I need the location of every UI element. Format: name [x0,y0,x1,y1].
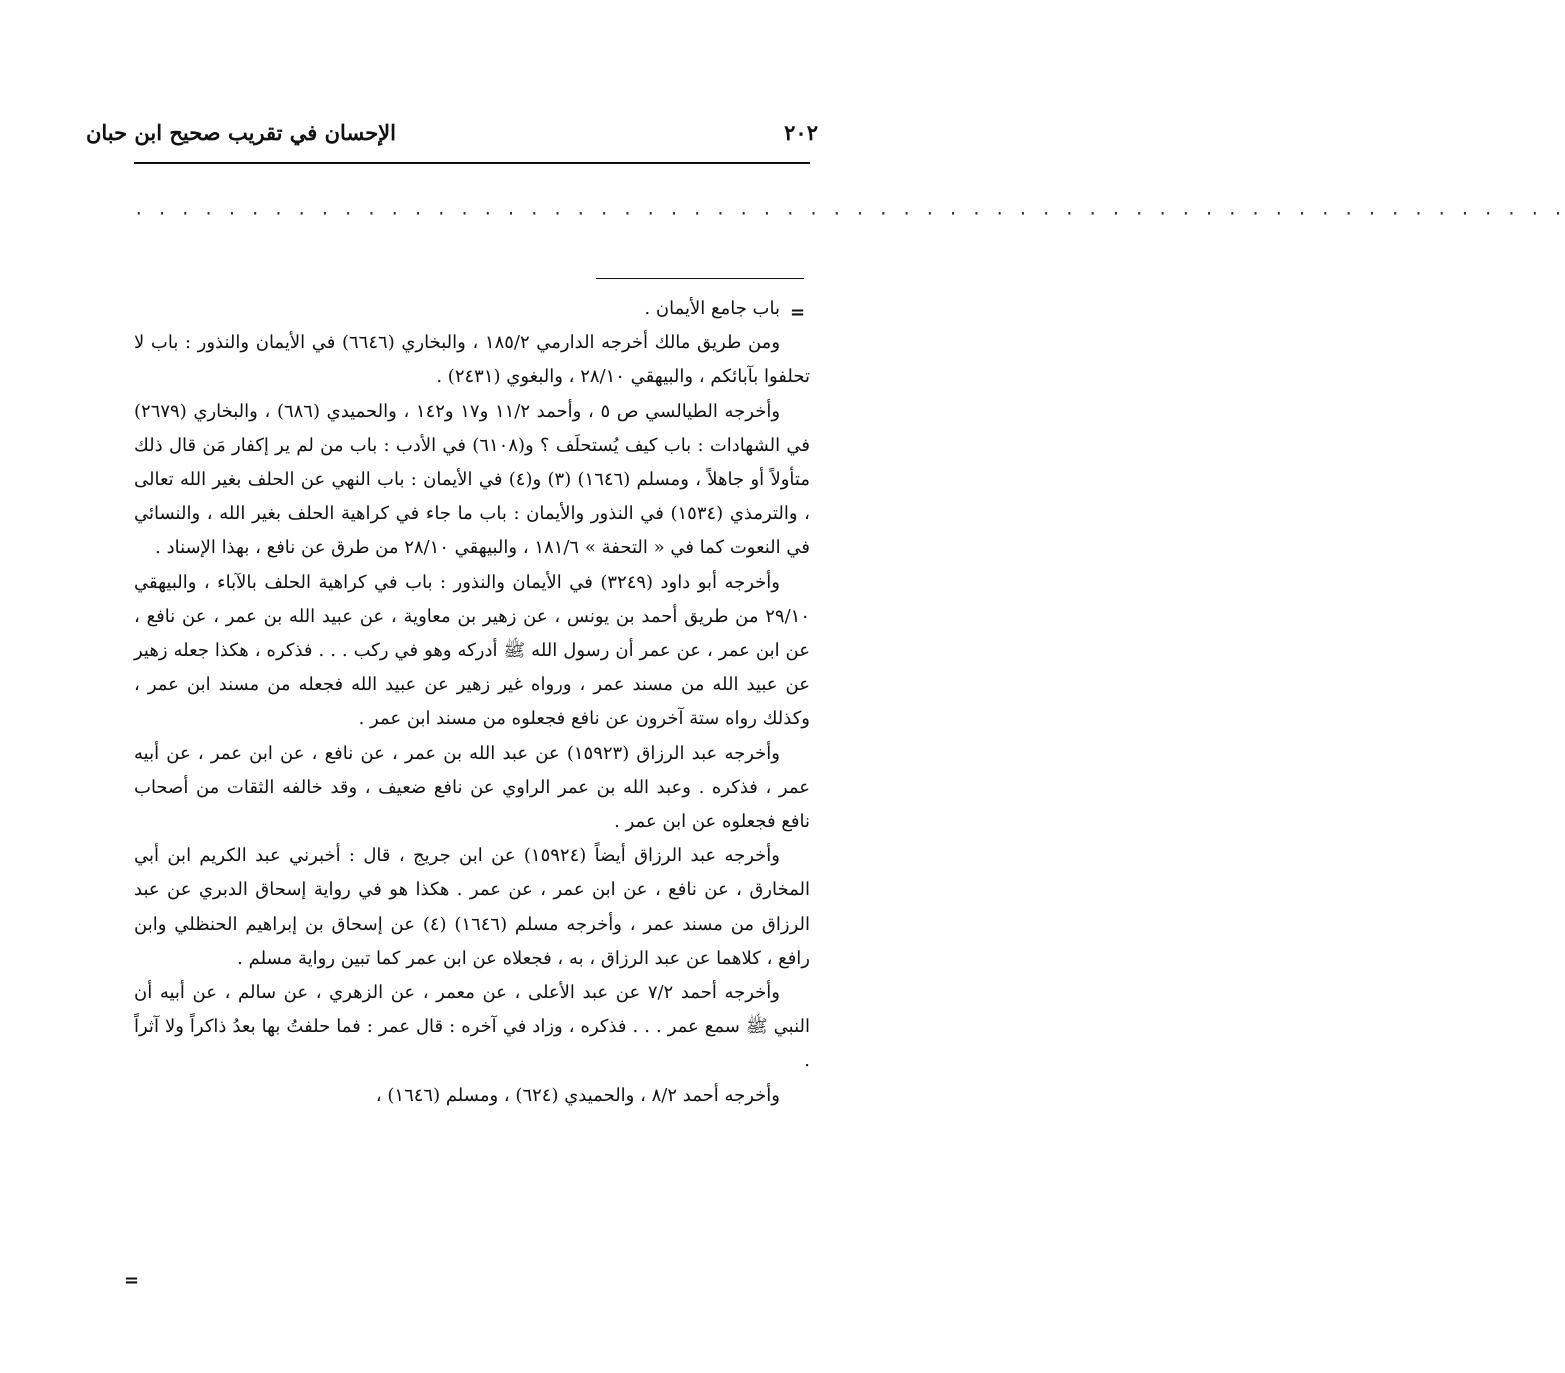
footnote-paragraph: وأخرجه الطيالسي ص ٥ ، وأحمد ١١/٢ و١٧ و١٤٢ ، والحميدي (٦٨٦) ، والبخاري (٢٦٧٩) في الشهادات : باب كيف يُستحلَف ؟ و(٦١٠٨) في الأدب : باب من لم ير إكفار مَن قال ذلك متأولاً أو جاهلاً ، ومسلم (١٦٤٦) (٣) و(٤) في الأيمان : باب النهي عن الحلف بغير الله تعالى ، والترمذي (١٥٣٤) في النذور والأيمان : باب ما جاء في كراهية الحلف بغير الله ، والنسائي في النعوت كما في « التحفة » ١٨١/٦ ، والبيهقي ٢٨/١٠ من طرق عن نافع ، بهذا الإسناد . [134,400,811,559]
running-header-title: الإحسان في تقريب صحيح ابن حبان [85,120,396,145]
footnote-paragraph: وأخرجه عبد الرزاق (١٥٩٢٣) عن عبد الله بن عمر ، عن نافع ، عن ابن عمر ، عن أبيه عمر ، فذكره . وعبد الله بن عمر الراوي عن نافع ضعيف ، وقد خالفه الثقات من أصحاب نافع فجعلوه عن ابن عمر . [134,742,810,833]
header-rule [134,162,810,164]
page-number: ٢٠٢ [784,120,818,145]
footnote-paragraph: باب جامع الأيمان . [644,298,780,319]
footnote-body [134,292,810,1312]
footnote-paragraph: وأخرجه عبد الرزاق أيضاً (١٥٩٢٤) عن ابن جريج ، قال : أخبرني عبد الكريم ابن أبي المخارق ، عن نافع ، عن ابن عمر ، عن عمر . هكذا هو في رواية إسحاق الدبري عن عبد الرزاق من مسند عمر ، وأخرجه مسلم (١٦٤٦) (٤) عن إسحاق بن إبراهيم الحنظلي وابن رافع ، كلاهما عن عبد الرزاق ، به ، فجعلاه عن ابن عمر كما تبين رواية مسلم . [134,845,810,969]
footnote-paragraph: وأخرجه أبو داود (٣٢٤٩) في الأيمان والنذور : باب في كراهية الحلف بالآباء ، والبيهقي ٢٩/١٠ من طريق أحمد بن يونس ، عن زهير بن معاوية ، عن عبيد الله بن عمر ، عن نافع ، عن ابن عمر ، عن عمر أن رسول الله ﷺ أدركه وهو في ركب . . . فذكره ، هكذا جعله زهير عن عبيد الله من مسند عمر ، ورواه غير زهير عن عبيد الله فجعله من مسند ابن عمر ، وكذلك رواه ستة آخرون عن نافع فجعلوه من مسند ابن عمر . [134,571,810,730]
continuation-mark-bottom: = [124,1270,140,1291]
dotted-separator: · · · · · · · · · · · · · · · · · · · · · · · · · · · · · · · · · · · · · · · · · · · · · · · · · · · · · · · · · · · · · · [134,204,1565,223]
footnote-paragraph: وأخرجه أحمد ٧/٢ عن عبد الأعلى ، عن معمر ، عن الزهري ، عن سالم ، عن أبيه أن النبي ﷺ سمع عمر . . . فذكره ، وزاد في آخره : قال عمر : فما حلفتُ بها بعدُ ذاكراً ولا آثراً . [134,982,810,1072]
footnote-paragraph: ومن طريق مالك أخرجه الدارمي ١٨٥/٢ ، والبخاري (٦٦٤٦) في الأيمان والنذور : باب لا تحلفوا بآبائكم ، والبيهقي ٢٨/١٠ ، والبغوي (٢٤٣١) . [134,332,810,388]
footnote-rule [596,278,804,279]
footnote-paragraph: وأخرجه أحمد ٨/٢ ، والحميدي (٦٢٤) ، ومسلم (١٦٤٦) ، [375,1084,780,1106]
continuation-mark-top: = [790,302,806,323]
